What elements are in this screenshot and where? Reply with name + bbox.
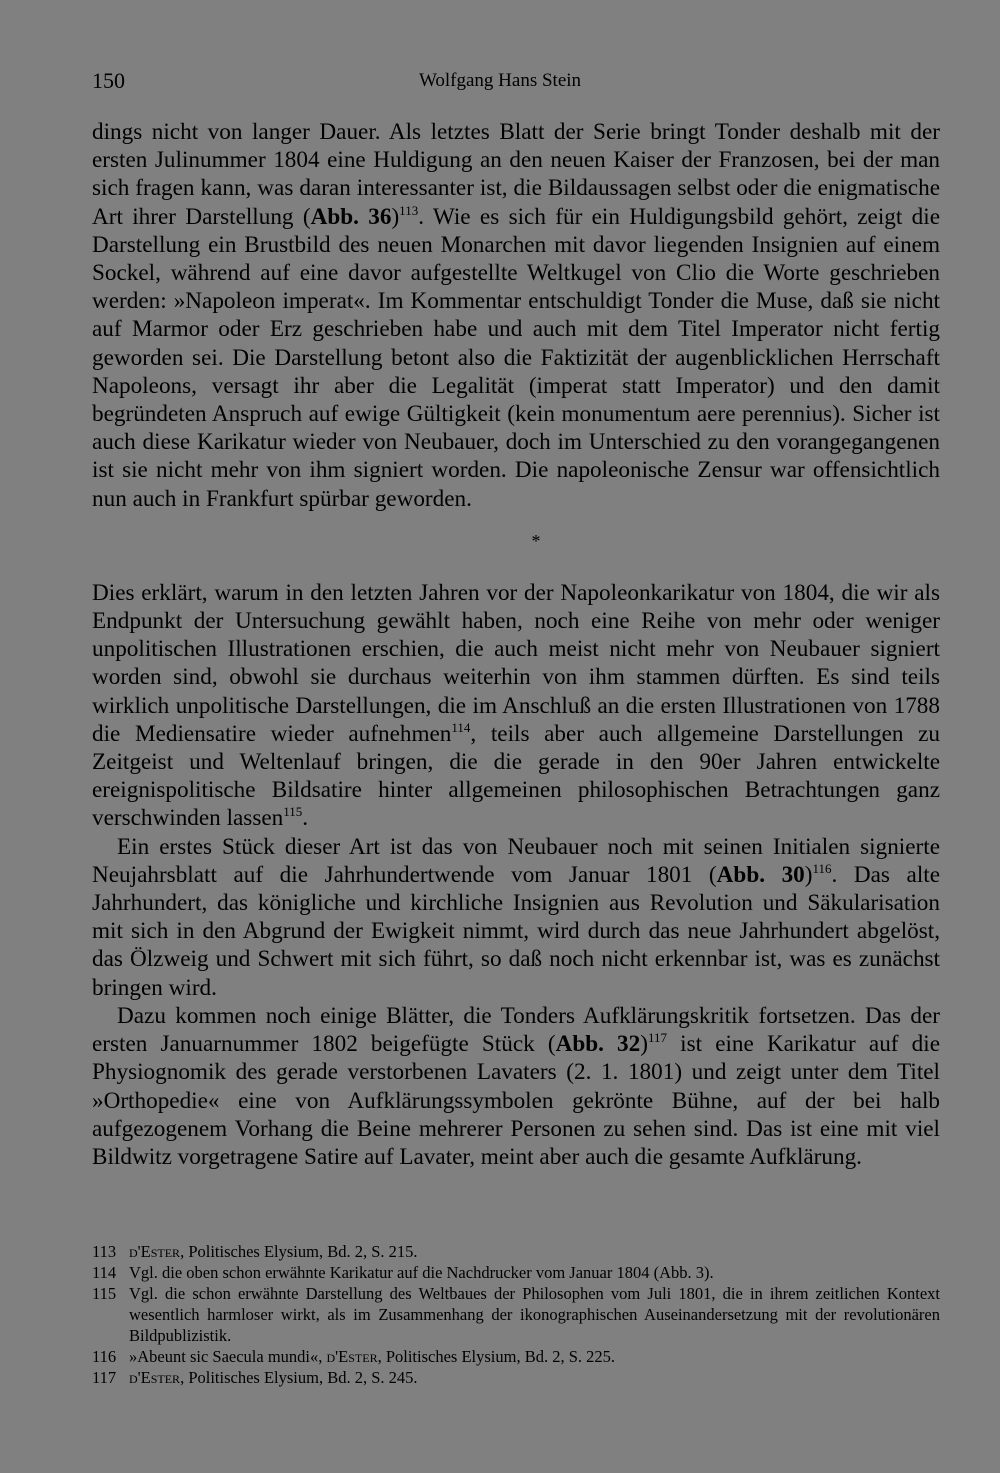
paragraph-2: Dies erklärt, warum in den letzten Jahren vor der Napoleonkarikatur von 1804, die wir als Endpunkt der Untersuchung gewählt haben, noch eine Reihe von mehr oder weniger unpolitischen Illustrationen erschien, die auch meist nicht mehr von Neubauer signiert worden sind, obwohl sie durchaus weiterhin von ihm stammen dürften. Es sind teils wirklich unpolitische Darstellungen, die im Anschluß an die ersten Illustrationen von 1788 die Mediensatire wieder aufnehmen$^{114}$, teils aber auch allgemeine Darstellungen zu Zeitgeist und Weltenlauf bringen, die die gerade in den 90er Jahren entwickelte ereignispolitische Bildsatire hinter allgemeinen philosophischen Betrachtungen ganz verschwinden lassen$^{115}$. <box>92 579 940 832</box>
paragraph-1: dings nicht von langer Dauer. Als letztes Blatt der Serie bringt Tonder deshalb mit der ersten Julinummer 1804 eine Huldigung an den neuen Kaiser der Franzosen, bei der man sich fragen kann, was daran interessanter ist, die Bildaussagen selbst oder die enigmatische Art ihrer Darstellung (Abb. 36)$^{113}$. Wie es sich für ein Huldigungsbild gehört, zeigt die Darstellung ein Brustbild des neuen Monarchen mit davor liegenden Insignien auf einem Sockel, während auf eine davor aufgestellte Weltkugel von Clio die Worte geschrieben werden: »Napoleon imperat«. Im Kommentar entschuldigt Tonder die Muse, daß sie nicht auf Marmor oder Erz geschrieben habe und auch mit dem Titel Imperator nicht fertig geworden sei. Die Darstellung betont also die Faktizität der augenblicklichen Herrschaft Napoleons, versagt ihr aber die Legalität (imperat statt Imperator) und den damit begründeten Anspruch auf ewige Gültigkeit (kein monumentum aere perennius). Sicher ist auch diese Karikatur wieder von Neubauer, doch im Unterschied zu den vorangegangenen ist sie nicht mehr von ihm signiert worden. Die napoleonische Zensur war offensichtlich nun auch in Frankfurt spürbar geworden. <box>92 119 940 512</box>
footnote-ref-116: 116 <box>812 860 832 876</box>
section-separator: * <box>531 530 541 551</box>
footnote-ref-113: 113 <box>399 202 419 218</box>
paragraph-3: Ein erstes Stück dieser Art ist das von Neubauer noch mit seinen Initialen signierte Neujahrsblatt auf die Jahrhundertwende vom Januar 1801 (Abb. 30)$^{116}$. Das alte Jahrhundert, das königliche und kirchliche Insignien aus Revolution und Säkularisation mit sich in den Abgrund der Ewigkeit nimmt, wird durch das neue Jahrhundert abgelöst, das Ölzweig und Schwert mit sich führt, so daß noch nicht erkennbar ist, was es zunächst bringen wird. <box>92 833 940 1001</box>
footnote: 114 Vgl. die oben schon erwähnte Karikatur auf die Nachdrucker vom Januar 1804 (Abb. 3). <box>92 1263 714 1282</box>
footnote-ref-117: 117 <box>647 1030 668 1046</box>
figure-ref: Abb. 36 <box>310 203 392 230</box>
main-text <box>92 118 940 1171</box>
footnote-ref-114: 114 <box>451 719 471 735</box>
running-title: Wolfgang Hans Stein <box>418 70 582 91</box>
paragraph-4: Dazu kommen noch einige Blätter, die Tonders Aufklärungskritik fortsetzen. Das der ersten Januarnummer 1802 beigefügte Stück (Abb. 32)$^{117}$ ist eine Karikatur auf die Physiognomik des gerade verstorbenen Lavaters (2. 1. 1801) und zeigt unter dem Titel »Orthopedie« eine von Aufklärungssymbolen gekrönte Bühne, auf der bei halb aufgezogenem Vorhang die Beine mehrerer Personen zu sehen sind. Das ist eine mit viel Bildwitz vorgetragene Satire auf Lavater, meint aber auch die gesamte Aufklärung. <box>92 1002 940 1170</box>
footnote: 113 d'Ester, Politisches Elysium, Bd. 2, S. 215. <box>92 1242 418 1261</box>
footnote: 116 »Abeunt sic Saecula mundi«, d'Ester, Politisches Elysium, Bd. 2, S. 225. <box>92 1347 616 1366</box>
footnote: 115 Vgl. die schon erwähnte Darstellung des Weltbaues der Philosophen vom Juli 1801, die in ihrem zeitlichen Kontext wesentlich harmloser wirkt, als im Zusammenhang der ikonographischen Auseinandersetzung mit der revolutionären Bildpublizistik. <box>92 1284 940 1345</box>
figure-ref: Abb. 32 <box>555 1031 641 1058</box>
footnotes <box>92 1241 940 1388</box>
page-number: 150 <box>92 68 125 93</box>
figure-ref: Abb. 30 <box>716 861 805 888</box>
footnote-ref-115: 115 <box>283 804 303 820</box>
footnote: 117 d'Ester, Politisches Elysium, Bd. 2, S. 245. <box>92 1368 418 1387</box>
